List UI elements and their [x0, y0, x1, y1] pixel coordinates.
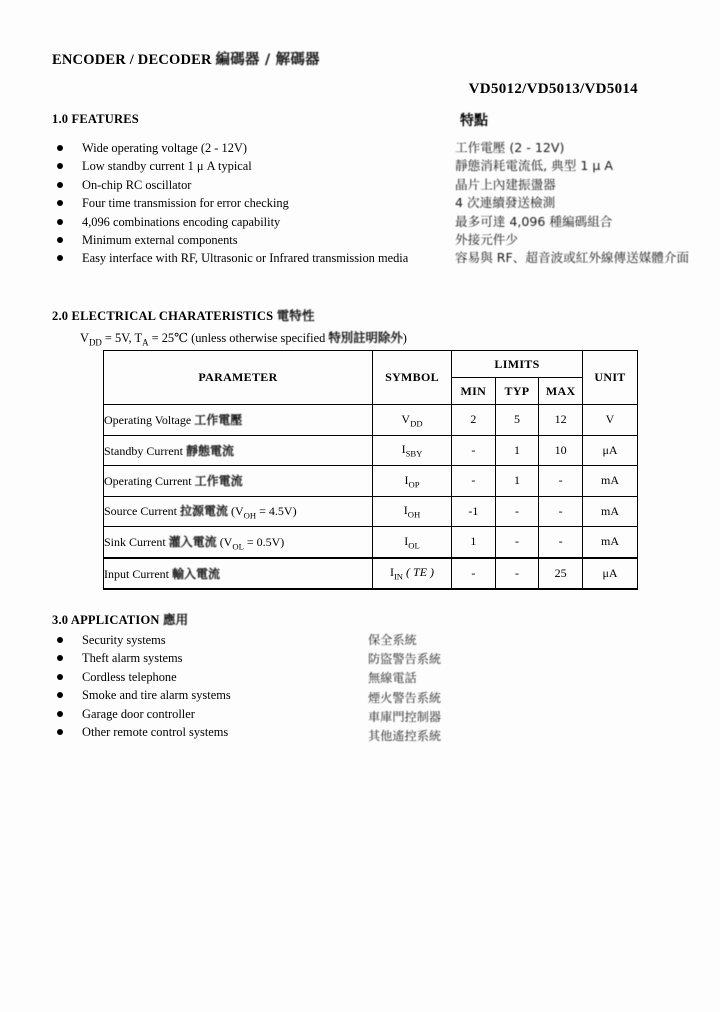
- table-header-row-1: [104, 351, 638, 378]
- column-header-limits: LIMITS: [452, 351, 583, 378]
- cell-parameter: [104, 527, 373, 558]
- table-head: [104, 351, 638, 405]
- table-row: [104, 435, 638, 466]
- part-numbers: VD5012/VD5013/VD5014: [468, 81, 638, 97]
- cell-symbol: $V_{DD}$: [373, 405, 452, 436]
- application-heading-en: 3.0 APPLICATION: [52, 613, 160, 627]
- feature-item: [57, 213, 457, 231]
- cell-typ: 5: [495, 405, 539, 436]
- cell-parameter-en: Source Current: [104, 504, 177, 519]
- cell-symbol: $I_{OH}$: [373, 496, 452, 527]
- feature-item-label: 4,096 combinations encoding capability: [82, 214, 281, 229]
- electrical-heading-cjk: 電特性: [276, 308, 315, 323]
- application-cjk-label: 其他遙控系統: [368, 728, 442, 743]
- feature-item: [57, 157, 457, 175]
- column-header-min: MIN: [452, 378, 496, 405]
- column-header-typ: TYP: [495, 378, 539, 405]
- cell-max: 12: [539, 405, 583, 436]
- cell-parameter-cjk: 拉源電流: [179, 504, 228, 519]
- cell-parameter-cjk: 輸入電流: [172, 566, 221, 581]
- cell-typ: -: [495, 558, 539, 590]
- feature-cjk-label: 工作電壓 (2 - 12V): [455, 140, 565, 155]
- column-header-unit: UNIT: [583, 351, 638, 405]
- bullet-dot-icon: [57, 674, 63, 680]
- header-title-cjk: 編碼器 / 解碼器: [215, 52, 320, 68]
- column-header-symbol: SYMBOL: [373, 351, 452, 405]
- bullet-dot-icon: [57, 237, 63, 243]
- bullet-dot-icon: [57, 655, 63, 661]
- feature-cjk-label: 容易與 RF、超音波或紅外線傳送媒體介面: [455, 250, 690, 266]
- feature-cjk-label: 最多可達 4,096 種編碼組合: [455, 213, 613, 229]
- electrical-characteristics-table: [103, 350, 638, 590]
- cell-parameter: [104, 405, 373, 436]
- electrical-heading-en: 2.0 ELECTRICAL CHARATERISTICS: [52, 309, 274, 323]
- cell-unit: mA: [583, 496, 638, 527]
- feature-item-label: Four time transmission for error checking: [82, 196, 289, 211]
- cell-unit: mA: [583, 527, 638, 558]
- bullet-dot-icon: [57, 637, 63, 643]
- cell-min: 2: [452, 405, 496, 436]
- bullet-dot-icon: [57, 200, 63, 206]
- feature-item-label: Easy interface with RF, Ultrasonic or Infrared transmission media: [82, 251, 409, 266]
- cond-ta-sub: A: [142, 337, 149, 348]
- feature-item-label: Low standby current 1 μ A typical: [82, 159, 252, 174]
- table-body: [104, 405, 638, 590]
- cell-parameter: [104, 466, 373, 497]
- features-list: [57, 139, 457, 268]
- cell-min: -1: [452, 496, 496, 527]
- cell-parameter-cjk: 灌入電流: [168, 534, 217, 549]
- application-heading: [52, 610, 188, 628]
- feature-item-label: Minimum external components: [82, 232, 238, 247]
- feature-item: [57, 139, 457, 157]
- application-item-label: Smoke and tire alarm systems: [82, 688, 231, 703]
- bullet-dot-icon: [57, 692, 63, 698]
- cell-symbol: $I_{OL}$: [373, 527, 452, 558]
- cell-min: -: [452, 558, 496, 590]
- cond-tail: = 25℃ (unless otherwise specified: [148, 331, 329, 345]
- cond-vdd: V: [80, 331, 89, 345]
- application-cjk-label: 無線電話: [368, 671, 417, 686]
- application-item-label: Other remote control systems: [82, 724, 229, 739]
- cell-typ: 1: [495, 435, 539, 466]
- table-row: [104, 405, 638, 436]
- application-list-cjk: [368, 631, 441, 746]
- application-cjk-label: 保全系統: [368, 633, 417, 647]
- cell-symbol: $I_{IN}$ ( TE ): [373, 558, 452, 590]
- cell-typ: 1: [495, 466, 539, 497]
- column-header-max: MAX: [539, 378, 583, 405]
- cell-max: 25: [539, 558, 583, 590]
- cell-max: -: [539, 527, 583, 558]
- features-list-cjk: [455, 139, 689, 268]
- feature-cjk-label: 4 次連續發送檢測: [455, 195, 556, 211]
- cell-symbol: $I_{OP}$: [373, 466, 452, 497]
- feature-item-label: Wide operating voltage (2 - 12V): [82, 141, 247, 155]
- cond-cjk: 特別註明除外: [328, 330, 403, 345]
- table-row: [104, 496, 638, 527]
- cell-parameter-cjk: 工作電流: [194, 474, 243, 489]
- feature-item: [57, 231, 457, 249]
- cell-parameter-en: Sink Current: [104, 534, 166, 549]
- bullet-dot-icon: [57, 729, 63, 735]
- feature-item: [57, 176, 457, 194]
- application-item-label: Garage door controller: [82, 706, 195, 721]
- bullet-dot-icon: [57, 255, 63, 261]
- cell-max: -: [539, 466, 583, 497]
- application-heading-cjk: 應用: [162, 612, 189, 627]
- feature-cjk-label: 靜態消耗電流低, 典型 1 μ A: [455, 158, 613, 174]
- cell-parameter: [104, 558, 373, 590]
- cell-max: 10: [539, 435, 583, 466]
- application-cjk-label: 煙火警告系統: [368, 690, 442, 705]
- cell-typ: -: [495, 496, 539, 527]
- cell-min: 1: [452, 527, 496, 558]
- cell-parameter: [104, 435, 373, 466]
- header-title-en: ENCODER / DECODER: [52, 52, 212, 68]
- feature-item: [57, 194, 457, 212]
- cell-parameter-en: Operating Voltage: [104, 413, 192, 428]
- features-heading: 1.0 FEATURES: [52, 112, 139, 126]
- feature-cjk-label: 晶片上內建振盪器: [455, 176, 556, 192]
- cell-parameter-en: Operating Current: [104, 474, 192, 489]
- cell-unit: mA: [583, 466, 638, 497]
- bullet-dot-icon: [57, 145, 63, 151]
- application-item-label: Cordless telephone: [82, 669, 177, 684]
- bullet-dot-icon: [57, 182, 63, 188]
- application-cjk-label: 防盜警告系統: [368, 652, 442, 667]
- bullet-dot-icon: [57, 711, 63, 717]
- application-item-label: Theft alarm systems: [82, 651, 183, 666]
- cell-typ: -: [495, 527, 539, 558]
- cell-unit: μA: [583, 558, 638, 590]
- cond-mid: = 5V, T: [101, 331, 143, 345]
- feature-item-label: On-chip RC oscillator: [82, 177, 192, 192]
- cell-unit: μA: [583, 435, 638, 466]
- cell-parameter-condition: $(V_{OH} = 4.5V)$: [228, 504, 297, 521]
- cell-max: -: [539, 496, 583, 527]
- cell-parameter-en: Standby Current: [104, 443, 183, 458]
- cell-symbol: $I_{SBY}$: [373, 435, 452, 466]
- cond-close: ): [402, 331, 407, 345]
- application-cjk-label: 車庫門控制器: [368, 709, 442, 724]
- header-title-line: [52, 48, 668, 69]
- cell-parameter-cjk: 靜態電流: [186, 443, 235, 458]
- feature-cjk-label: 外接元件少: [455, 231, 518, 247]
- table-row: [104, 466, 638, 497]
- features-heading-cjk: 特點: [460, 113, 488, 129]
- application-item-label: Security systems: [82, 633, 166, 647]
- bullet-dot-icon: [57, 219, 63, 225]
- cell-parameter-cjk: 工作電壓: [194, 413, 243, 428]
- cell-parameter-condition: $(V_{OL} = 0.5V)$: [216, 534, 285, 551]
- table-row: [104, 558, 638, 590]
- document-header: [52, 48, 668, 98]
- cell-min: -: [452, 435, 496, 466]
- cell-parameter: [104, 496, 373, 527]
- cond-vdd-sub: DD: [88, 337, 102, 348]
- cell-parameter-en: Input Current: [104, 566, 169, 581]
- cell-min: -: [452, 466, 496, 497]
- feature-item: [57, 249, 457, 267]
- table-row: [104, 527, 638, 558]
- electrical-heading: [52, 306, 315, 324]
- test-conditions: [80, 328, 407, 347]
- column-header-parameter: PARAMETER: [104, 351, 373, 405]
- bullet-dot-icon: [57, 163, 63, 169]
- cell-unit: V: [583, 405, 638, 436]
